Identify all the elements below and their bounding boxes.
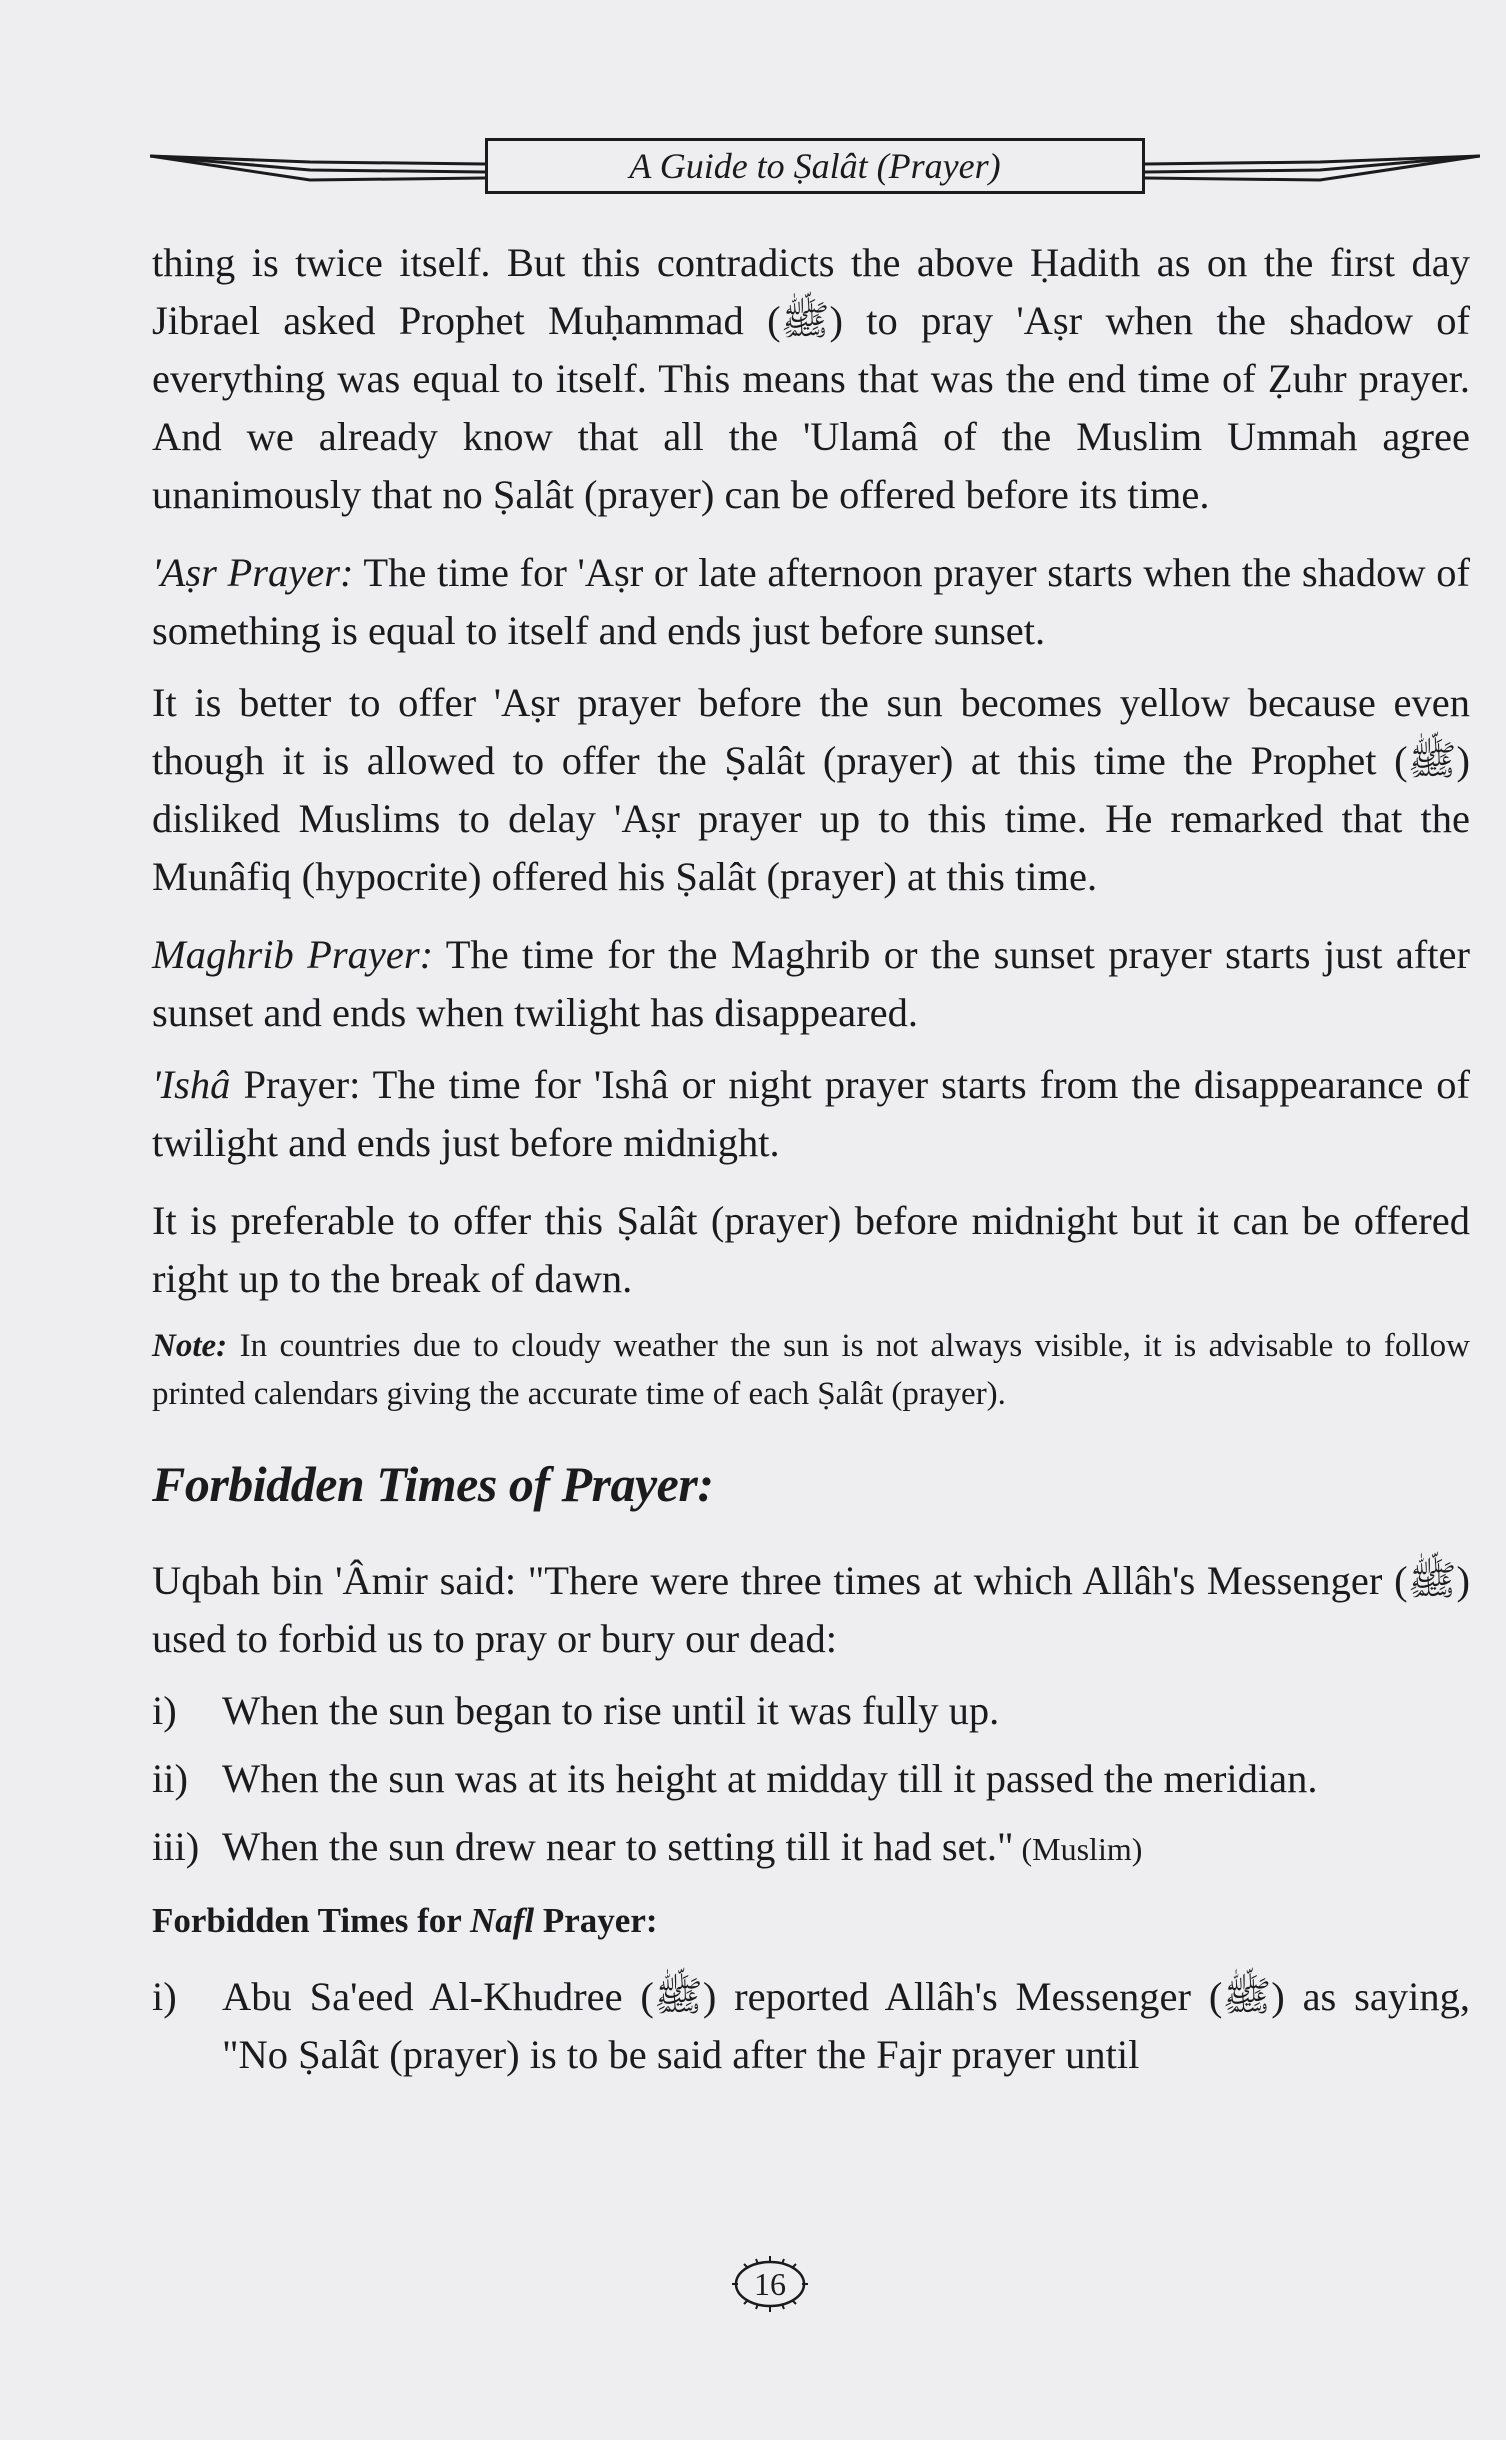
header-title: A Guide to Ṣalât (Prayer) bbox=[629, 146, 1001, 186]
page-number: 16 bbox=[754, 2265, 786, 2302]
list-item-text: When the sun drew near to setting till it had set." bbox=[222, 1824, 1014, 1869]
list-item-text: When the sun was at its height at midday till it passed the meridian. bbox=[222, 1756, 1318, 1801]
hadith-source: (Muslim) bbox=[1013, 1831, 1143, 1867]
list-item bbox=[152, 1682, 1470, 1740]
list-item-text: When the sun began to rise until it was fully up. bbox=[222, 1688, 1000, 1733]
isha-prayer-label: 'Ishâ bbox=[152, 1062, 231, 1107]
paragraph-isha-prayer bbox=[152, 1056, 1470, 1172]
isha-prayer-text: Prayer: The time for 'Ishâ or night prayer starts from the disappearance of twilight and ends just before midnight. bbox=[152, 1062, 1470, 1165]
list-marker: i) bbox=[152, 1688, 177, 1733]
list-item bbox=[152, 1750, 1470, 1808]
paragraph-maghrib-prayer bbox=[152, 926, 1470, 1042]
paragraph-asr-prayer bbox=[152, 544, 1470, 660]
subsection-heading-nafl bbox=[152, 1896, 1470, 1946]
list-item bbox=[152, 1818, 1470, 1878]
maghrib-prayer-text: The time for the Maghrib or the sunset prayer starts just after sunset and ends when twilight has disappeared. bbox=[152, 932, 1470, 1035]
nafl-forbidden-list bbox=[152, 1968, 1470, 2084]
paragraph-isha-midnight: It is preferable to offer this Ṣalât (prayer) before midnight but it can be offered right up to the break of dawn. bbox=[152, 1198, 1470, 1301]
running-header bbox=[150, 130, 1480, 210]
paragraph-uqbah-hadith: Uqbah bin 'Âmir said: "There were three times at which Allâh's Messenger (ﷺ) used to forbid us to pray or bury our dead: bbox=[152, 1558, 1470, 1661]
asr-prayer-label: 'Aṣr Prayer: bbox=[152, 550, 354, 595]
subheading-em: Nafl bbox=[469, 1901, 535, 1940]
page-content bbox=[152, 234, 1470, 2102]
asr-prayer-text: The time for 'Aṣr or late afternoon prayer starts when the shadow of something is equal to itself and ends just before sunset. bbox=[152, 550, 1470, 653]
list-marker: ii) bbox=[152, 1756, 188, 1801]
paragraph-zuhr-end: thing is twice itself. But this contradicts the above Ḥadith as on the first day Jibrael asked Prophet Muḥammad (ﷺ) to pray 'Aṣr when the shadow of everything was equal to itself. This means that was the end time of Ẓuhr prayer. And we already know that all the 'Ulamâ of the Muslim Ummah agree unanimously that no Ṣalât (prayer) can be offered before its time. bbox=[152, 240, 1471, 517]
forbidden-times-list bbox=[152, 1682, 1470, 1878]
note-text: In countries due to cloudy weather the sun is not always visible, it is advisable to follow printed calendars giving the accurate time of each Ṣalât (prayer). bbox=[152, 1328, 1470, 1412]
list-marker: iii) bbox=[152, 1824, 200, 1869]
page-number-ornament bbox=[726, 2254, 814, 2314]
paragraph-asr-yellow-sun: It is better to offer 'Aṣr prayer before the sun becomes yellow because even though it is allowed to offer the Ṣalât (prayer) at this time the Prophet (ﷺ) disliked Muslims to delay 'Aṣr prayer up to this time. He remarked that the Munâfiq (hypocrite) offered his Ṣalât (prayer) at this time. bbox=[152, 680, 1470, 899]
header-title-box bbox=[485, 138, 1145, 194]
note-label: Note: bbox=[152, 1328, 228, 1364]
list-item-text-with-source bbox=[222, 1818, 1470, 1878]
maghrib-prayer-label: Maghrib Prayer: bbox=[152, 932, 434, 977]
list-item-text: Abu Sa'eed Al-Khudree (ﷺ) reported Allâh's Messenger (ﷺ) as saying, "No Ṣalât (prayer) is to be said after the Fajr prayer until bbox=[222, 1974, 1470, 2077]
section-heading-forbidden-times: Forbidden Times of Prayer: bbox=[152, 1456, 714, 1512]
note bbox=[152, 1322, 1470, 1418]
subheading-pre: Forbidden Times for bbox=[152, 1901, 470, 1940]
list-item bbox=[152, 1968, 1470, 2084]
list-marker: i) bbox=[152, 1974, 177, 2019]
subheading-post: Prayer: bbox=[534, 1901, 658, 1940]
